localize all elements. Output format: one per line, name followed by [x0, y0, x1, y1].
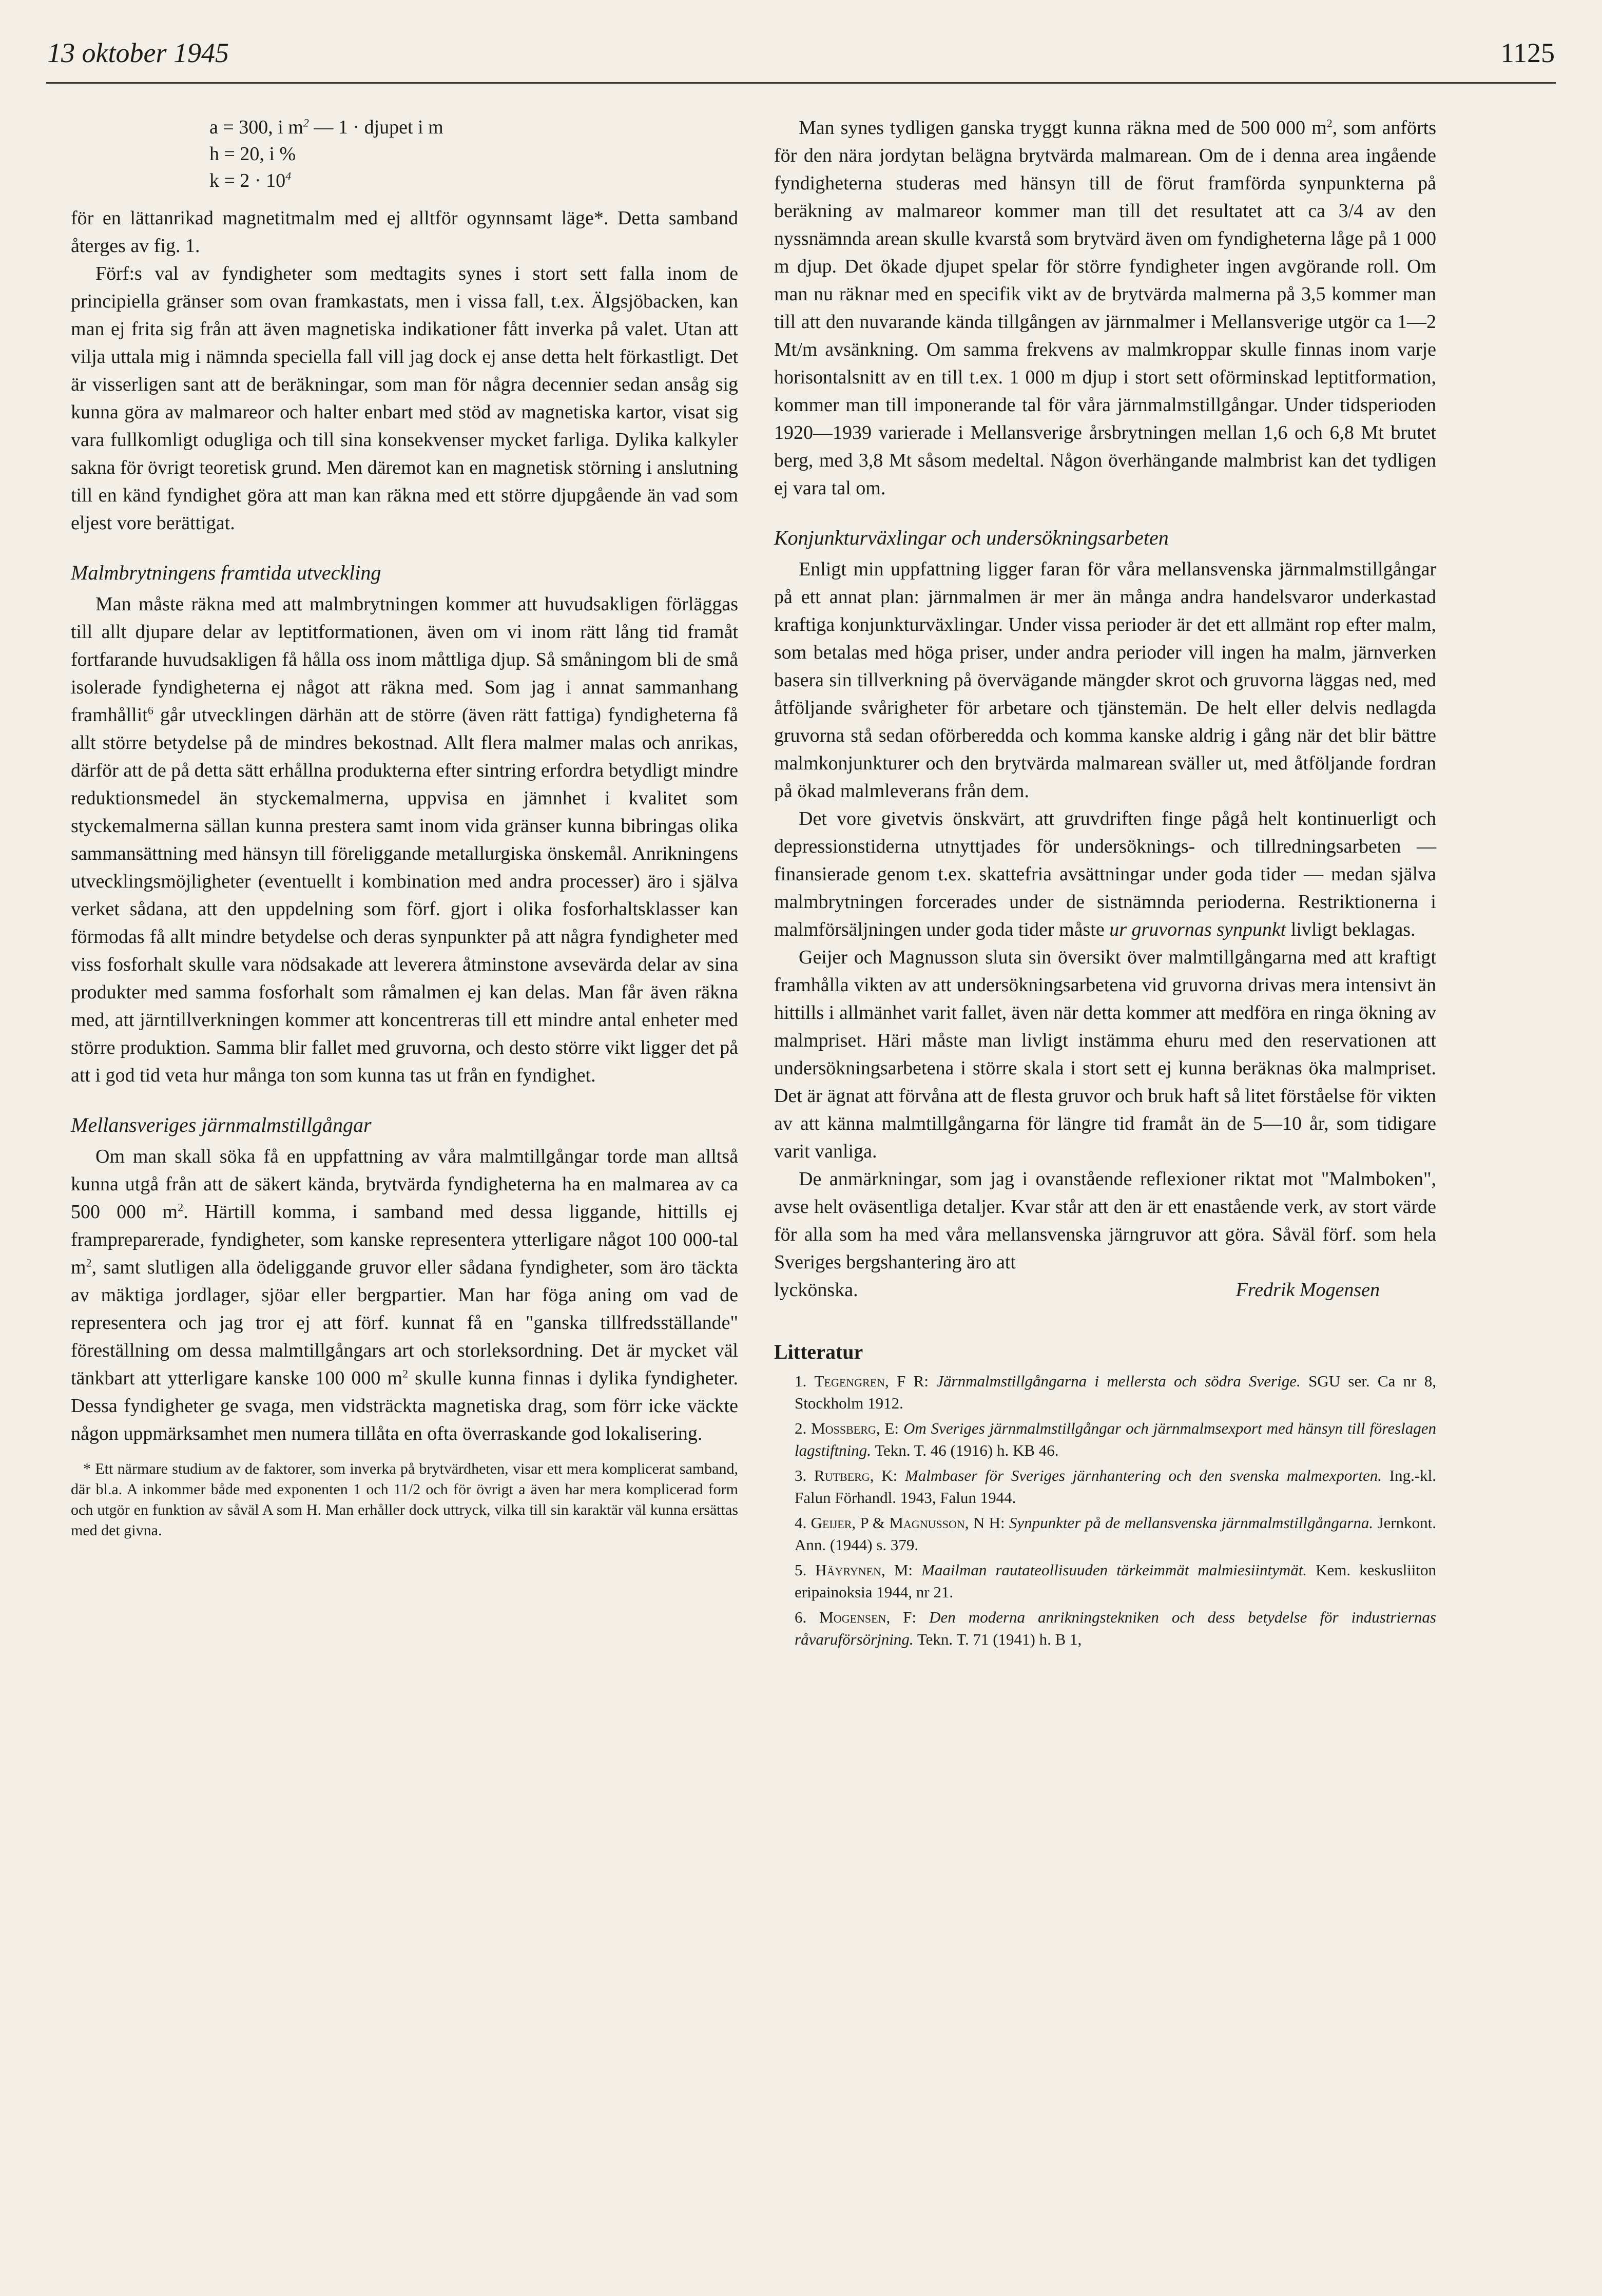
signature-row [774, 1276, 1436, 1304]
paragraph-iron-ore-resources: Om man skall söka få en uppfattning av våra malmtillgångar torde man alltså kunna utgå från att de säkert kända, brytvärda fyndigheterna ha en malmarea av ca 500 000 $m^2$. Härtill komma, i samband med dessa liggande, hittills ej frampreparerade, fyndigheter, som kanske representera ytterligare något 100 000-tal $m^2$, samt slutligen alla ödeliggande gruvor eller sådana fyndigheter, som äro täckta av mäktiga jordlager, sjöar eller bergpartier. Man har föga aning om vad de representera och jag tror ej att förf. kunnat få en "ganska tillfredsställande" föreställning om dessa malmtillgångars art och storleksordning. Det är mycket väl tänkbart att ytterligare kanske 100 000 $m^2$ skulle kunna finnas i dylika fyndigheter. Dessa fyndigheter ge svaga, men vidsträckta magnetiska drag, som förr icke väckte någon uppmärksamhet men numera tillåta en ofta överraskande god lokalisering. [71, 1146, 738, 1444]
reference-list [774, 1370, 1436, 1650]
header-rule [46, 82, 1556, 84]
paragraph-business-cycles: Enligt min uppfattning ligger faran för våra mellansvenska järnmalmstillgångar på ett annat plan: järnmalmen är mer än många andra handelsvaror underkastad kraftiga konjunkturväxlingar. Under vissa perioder är det ett allmänt rop efter malm, som betalas med höga priser, under andra perioder vill ingen ha malm, järnverken basera sin tillverkning på övervägande mängder skrot och gruvorna läggas ned, med åtföljande svårigheter för arbetare och tjänstemän. De helt eller delvis nedlagda gruvorna stå sedan oförberedda och komma kanske aldrig i gång när det blir bättre malmkonjunkturer och den brytvärda malmarean sväller ut, med åtföljande fordran på ökad malmleverans från dem. [774, 558, 1436, 802]
formula-line-a: a = 300, i $m^2$ — 1 · djupet i m [209, 116, 443, 138]
paragraph-future-mining: Man måste räkna med att malmbrytningen kommer att huvudsakligen förläggas till allt djupare delar av leptitformationen, även om vi inom rätt lång tid framåt fortfarande huvudsakligen få hålla oss inom måttliga djup. Så småningom bli de små isolerade fyndigheterna ej något att räkna med. Som jag i annat sammanhang framhållit$^6$ går utvecklingen därhän att de större (även rätt fattiga) fyndigheterna få allt större betydelse på de mindres bekostnad. Allt flera malmer malas och anrikas, därför att de på detta sätt erhållna produkterna efter sintring erfordra betydligt mindre reduktionsmedel än styckemalmerna, uppvisa en jämnhet i kvalitet som styckemalmerna sällan kunna prestera samt inom vida gränser kunna bibringas olika sammansättning med hänsyn till föreliggande metallurgiska önskemål. Anrikningens utvecklingsmöjligheter (eventuellt i kombination med andra processer) äro i själva verket sådana, att den uppdelning som förf. gjort i olika fosforhaltsklasser kan förmodas få allt mindre betydelse och deras synpunkter på att några fyndigheter med viss fosforhalt skulle vara nödsakade att leverera åtminstone avsevärda delar av sina produkter med samma fosforhalt som råmalmen ej kan delas. Man får även räkna med, att järntillverkningen kommer att koncentreras till ett mindre antal enheter med större produktion. Samma blir fallet med gruvorna, och desto större vikt ligger det på att i god tid veta hur många ton som kunna tas ut från en fyndighet. [71, 593, 738, 1086]
section-heading-business-cycles: Konjunkturväxlingar och undersökningsarbeten [774, 526, 1169, 549]
references-heading: Litteratur [774, 1340, 863, 1363]
paragraph-selection-of-deposits: Förf:s val av fyndigheter som medtagits synes i stort sett falla inom de principiella gränser som ovan framkastats, men i vissa fall, t.ex. Älgsjöbacken, kan man ej frita sig från att även magnetiska indikationer fått inverka på valet. Utan att vilja uttala mig i nämnda speciella fall vill jag dock ej anse detta helt förkastligt. Det är visserligen sant att de beräkningar, som man för några decennier sedan ansåg sig kunna göra av malmareor och halter enbart med stöd av magnetiska kartor, visat sig vara fullkomligt odugliga och till sina konsekvenser mycket farliga. Dylika kalkyler sakna för övrigt teoretisk grund. Men däremot kan en magnetisk störning i anslutning till en känd fyndighet göra att man kan räkna med ett större djupgående än vad som eljest vore berättigat. [71, 263, 738, 534]
paragraph-geijer-magnusson: Geijer och Magnusson sluta sin översikt över malmtillgångarna med att kraftigt framhålla vikten av att undersökningsarbetena vid gruvorna drivas mera intensivt än hittills i allmänhet varit fallet, även när detta kommer att medföra en ringa ökning av malmpriset. Häri måste man livligt instämma ehuru med den reservationen att undersökningsarbetena i större skala i stort sett ej kunna beräknas öka malmpriset. Det är ägnat att förvåna att de flesta gruvor och bruk haft så litet förståelse för vikten av att känna malmtillgångarna för längre tid framåt än de 5—10 år, som tidigare varit vanliga. [774, 947, 1436, 1162]
paragraph-continuous-operation: Det vore givetvis önskvärt, att gruvdriften finge pågå helt kontinuerligt och depressionstiderna utnyttjades för undersöknings- och tillredningsarbeten — finansierade genom t.ex. skattefria avsättningar under goda tider — medan själva malmbrytningen forcerades under de sistnämnda perioderna. Restriktionerna i malmförsäljningen under goda tider måste ur gruvornas synpunkt livligt beklagas. [774, 808, 1436, 940]
paragraph-conclusion: De anmärkningar, som jag i ovanstående reflexioner riktat mot "Malmboken", avse helt oväsentliga detaljer. Kvar står att den är ett enastående verk, av stort värde för alla som ha med våra mellansvenska järngruvor att göra. Såväl förf. som hela Sveriges bergshantering äro att [774, 1168, 1436, 1273]
reference-item: 4. Geijer, P & Magnusson, N H: Synpunkter på de mellansvenska järnmalmstillgångarna. Jernkont. Ann. (1944) s. 379. [795, 1514, 1437, 1554]
reference-item: 6. Mogensen, F: Den moderna anrikningstekniken och dess betydelse för industriernas råvaruförsörjning. Tekn. T. 71 (1941) h. B 1, [795, 1608, 1436, 1648]
reference-item: 3. Rutberg, K: Malmbaser för Sveriges järnhantering och den svenska malmexporten. Ing.-kl. Falun Förhandl. 1943, Falun 1944. [795, 1467, 1437, 1507]
conclusion-last-word: lyckönska. [774, 1279, 858, 1301]
author-signature: Fredrik Mogensen [1236, 1279, 1380, 1301]
paragraph-formula-context: för en lättanrikad magnetitmalm med ej alltför ogynnsamt läge*. Detta samband återges av fig. 1. [71, 207, 738, 257]
footnote: * Ett närmare studium av de faktorer, som inverka på brytvärdheten, visar ett mera komplicerat samband, där bl.a. A inkommer både med exponenten 1 och 11/2 och för övrigt a även har mera komplicerad form och utgör en funktion av såväl A som H. Man erhåller dock uttryck, vilka till sin karaktär väl kunna ersättas med det givna. [71, 1460, 738, 1539]
formula-line-k: $k = 2 \cdot 10^4$ [209, 169, 292, 191]
paragraph-ore-area-estimate: Man synes tydligen ganska tryggt kunna räkna med de 500 000 $m^2$, som anförts för den nära jordytan belägna brytvärda malmarean. Om de i denna area ingående fyndigheterna studeras med hänsyn till de förut framförda synpunkterna på beräkning av malmareor kommer man till det resultatet att ca 3/4 av den nyssnämnda arean skulle kvarstå som brytvärd även om fyndigheterna låge på 1 000 m djup. Det ökade djupet spelar för större fyndigheter ingen avgörande roll. Om man nu räknar med en specifik vikt av de brytvärda malmerna på 3,5 kommer man till att den nuvarande kända tillgången av järnmalmer i Mellansverige utgör ca 1—2 Mt/m avsänkning. Om samma frekvens av malmkroppar skulle finnas inom varje horisontalsnitt av en till t.ex. 1 000 m djup i stort sett oförminskad leptitformation, kommer man till imponerande tal för våra järnmalmstillgångar. Under tidsperioden 1920—1939 varierade i Mellansverige årsbrytningen mellan 1,6 och 6,8 Mt brutet berg, med 3,8 Mt såsom medeltal. Någon överhängande malmbrist kan det tydligen ej vara tal om. [774, 117, 1437, 499]
section-heading-iron-ore-resources: Mellansveriges järnmalmstillgångar [71, 1113, 372, 1136]
left-column [71, 114, 738, 1541]
reference-item: 1. Tegengren, F R: Järnmalmstillgångarna i mellersta och södra Sverige. SGU ser. Ca nr 8, Stockholm 1912. [795, 1372, 1437, 1412]
right-column [774, 114, 1436, 1653]
formula-line-h: h = 20, i % [209, 143, 296, 165]
running-head-date: 13 oktober 1945 [47, 37, 229, 68]
reference-item: 2. Mossberg, E: Om Sveriges järnmalmstillgångar och järnmalmsexport med hänsyn till föreslagen lagstiftning. Tekn. T. 46 (1916) h. KB 46. [795, 1419, 1437, 1459]
section-heading-future-mining: Malmbrytningens framtida utveckling [71, 561, 381, 584]
reference-item: 5. Häyrynen, M: Maailman rautateollisuuden tärkeimmät malmiesiintymät. Kem. keskusliiton eripainoksia 1944, nr 21. [795, 1561, 1437, 1601]
page-number: 1125 [1500, 37, 1555, 68]
